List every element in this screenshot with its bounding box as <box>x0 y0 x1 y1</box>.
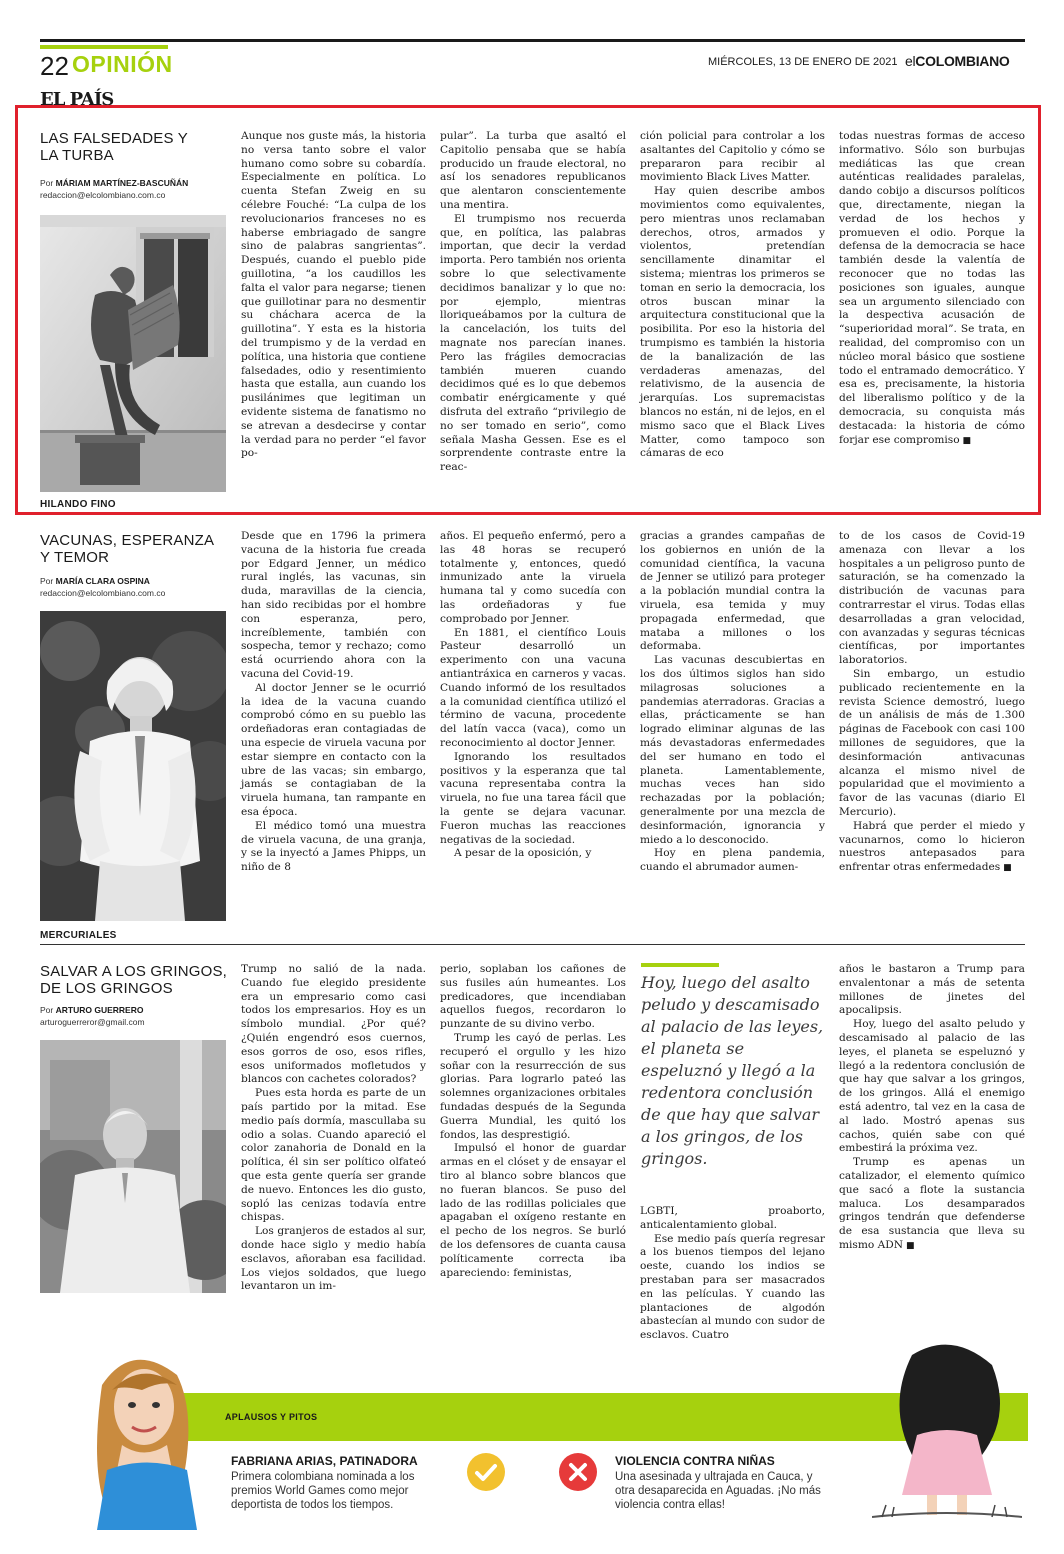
article2-col4 <box>839 530 1025 876</box>
article3-by-prefix: Por <box>40 1005 54 1015</box>
paragraph: Trump no salió de la nada. Cuando fue elegido presidente era un empresario como casi todos los empresarios. Hoy es un símbolo mundial. ¿Por qué? ¿Quién engendró esos cuernos, esos gorros de oso, esos rifles, esos uniformados mofletudos y blancos con cachetes colorados? <box>241 963 426 1086</box>
logo-prefix: el <box>905 53 916 69</box>
article2-column-name: MERCURIALES <box>40 930 117 941</box>
article1-title: LAS FALSEDADES Y LA TURBA <box>40 130 188 164</box>
paragraph: Pues esta horda es parte de un país partido por la mitad. Ese medio país dormía, mascullaba su odio a solas. Cuando apareció el color zanahoria de Donald en la política, él sin ser político olfateó que esta gente quería ser grande de nuevo. Entonces les dio gusto, sopló las cenizas todavía entre chispas. <box>241 1087 426 1224</box>
article1-col4 <box>839 130 1025 448</box>
paragraph: todas nuestras formas de acceso informativo. Sólo son burbujas mediáticas las que crean auténticas realidades paralelas, dando cobijo a discursos políticos que, directamente, niegan la verdad de los hechos y promueven el odio. Porque la defensa de la democracia se hace también desde la valentía de reconocer que no todas las posiciones son iguales, aunque sea un argumento silenciado con la despectiva acusación de “superioridad moral”. Se trata, en realidad, del compromiso con un núcleo moral básico que sostiene todo el entramado democrático. Y esa es, precisamente, la historia del liberalismo político y de la democracia, su conquista más destacada: la historia de cómo forjar ese compromiso ■ <box>839 130 1025 448</box>
paragraph: El trumpismo nos recuerda que, en política, las palabras importan, que decir la verdad importa. Pero también nos orienta sobre lo que selectivamente decidimos banalizar y lo que no: por ejemplo, mientras lloriqueábamos por la cultura de la cancelación, los tuits del magnate nos parecían inanes. Pero las frágiles democracias también mueren cuando decidimos qué es lo que debemos combatir enérgicamente y qué disfruta del extraño “privilegio de no ser tomado en serio”, como señala Masha Gessen. Ese es el sorprendente contraste entre la reac- <box>440 212 626 474</box>
applause-right-heading: VIOLENCIA CONTRA NIÑAS <box>615 1454 775 1468</box>
paragraph: Habrá que perder el miedo y vacunarnos, como lo hicieron nuestros antepasados para enfrentar otras enfermedades ■ <box>839 820 1025 876</box>
crying-girl-graphic <box>872 1335 1022 1525</box>
article2-byline <box>40 576 240 586</box>
author-portrait-graphic <box>40 611 226 921</box>
check-circle-icon <box>466 1452 506 1492</box>
pull-quote: Hoy, luego del asalto peludo y descamisado al palacio de las leyes, el planeta se espeluznó y llegó a la redentora conclusión de que hay que salvar a los gringos, de los gringos. <box>641 973 824 1168</box>
paragraph: Desde que en 1796 la primera vacuna de la historia fue creada por Edgard Jenner, un médico rural inglés, las vacunas, sin duda, maravillas de la ciencia, han sido recibidas por el hombre con esperanza, pero, increíblemente, también con sospecha, temor y rechazo; como está ocurriendo ahora con la vacuna del Covid-19. <box>241 530 426 680</box>
paragraph: años. El pequeño enfermó, pero a las 48 horas se recuperó totalmente y, entonces, quedó inmunizado ante la viruela humana tal y como sucedía con las ordeñadoras y fue comprobado por Jenner. <box>440 530 626 625</box>
applause-label: APLAUSOS Y PITOS <box>225 1412 318 1422</box>
page-number: 22 <box>40 51 69 81</box>
skater-caricature-graphic <box>82 1345 212 1530</box>
paragraph: Las vacunas descubiertas en los dos últimos siglos han sido milagrosas soluciones a pandemias aterradoras. Gracias a ellas, prácticamente se han logrado eliminar algunas de las más devastadoras enfermedades del ser humano en todo el planeta. Lamentablemente, muchas veces han sido rechazadas por la población; generalmente por una mezcla de desinformación, ignorancia y miedo a lo desconocido. <box>640 654 825 846</box>
article1-author: MÁRIAM MARTÍNEZ-BASCUÑÁN <box>55 178 189 188</box>
paragraph: Ignorando los resultados positivos y la esperanza que tal vacuna representaba contra la viruela, no fue una tarea fácil que la gente se dejara vacunar. Fueron muchas las reacciones negativas de la sociedad. <box>440 750 626 846</box>
paragraph: Al doctor Jenner se le ocurrió la idea de la vacuna cuando comprobó cómo en su pueblo las ordeñadoras eran contagiadas de una especie de viruela vacuna por estar siempre en contacto con la ubre de las vacas; sin embargo, jamás se contagiaban de la viruela humana, tan rampante en esa época. <box>241 681 426 818</box>
paragraph: A pesar de la oposición, y <box>454 847 592 860</box>
paragraph: Trump les cayó de perlas. Les recuperó el orgullo y les hizo soñar con la resurrección de sus glorias. Para lograrlo pateó las solemnes organizaciones orbitales fundadas después de la Segunda Guerra Mundial, les quitó los fondos, las desprestigió. <box>440 1031 626 1141</box>
logo-name: COLOMBIANO <box>915 53 1010 69</box>
paragraph: Trump es apenas un catalizador, el elemento químico que sacó a flote la sustancia maluca. Los desamparados gringos tendrán que defenderse de esa sustancia que lleva su mismo ADN ■ <box>839 1156 1025 1254</box>
section-accent-bar <box>40 45 168 49</box>
article1-col1 <box>241 130 426 461</box>
statue-photo-graphic <box>40 215 226 492</box>
paragraph: to de los casos de Covid-19 amenaza con llevar a los hospitales a un peligroso punto de saturación, se ha comenzado la distribución de vacunas para contrarrestar el virus. Todas ellas desarrolladas a gran velocidad, con avanzadas y seguras técnicas científicas, por importantes laboratorios. <box>839 530 1025 667</box>
applause-left-text: Primera colombiana nominada a los premios World Games como mejor deportista de todos los tiempos. <box>231 1471 415 1511</box>
article1-column-name: HILANDO FINO <box>40 499 116 510</box>
paragraph: gracias a grandes campañas de los gobiernos en unión de la comunidad científica, la vacuna de Jenner se utilizó para proteger a la población mundial contra la viruela, esa temida y muy propagada enfermedad, que mataba a millones o los deformaba. <box>640 530 825 653</box>
article1-by-prefix: Por <box>40 178 54 188</box>
article2-author: MARÍA CLARA OSPINA <box>55 576 150 586</box>
paragraph: Aunque nos guste más, la historia no versa tanto sobre el valor humano como sobre su cobardía. Especialmente en política. Lo cuenta Stefan Zweig en su célebre Fouché: “La culpa de los revolucionarios franceses no es haberse embriagado de sangre sino de palabras sangrientas”. Después, cuando el pueblo pide guillotina, “a los caudillos les falta el valor para negarse; tienen que guillotinar para no desmentir su cháchara acerca de la guillotina”. Y esta es la historia del trumpismo y de la verdad en política, una historia que contiene falsedades, odio y resentimiento hasta que estalla, aun cuando los pusilánimes que legitiman un evidente sistema de fanatismo no se atrevan a desdecirse y contar la verdad para no perder “el favor po- <box>241 130 426 460</box>
article2-col3 <box>640 530 825 875</box>
paragraph: Hay quien describe ambos movimientos como equivalentes, pero mientras unos reclamaban derechos, otros, armados y violentos, pretendían sencillamente dinamitar el sistema; mientras los primeros se toman en serio la democracia, los otros buscan minar la arquitectura constitucional que la posibilita. Por eso la historia del trumpismo es también la historia de la banalización de las verdaderas amenazas, del relativismo, de la ausencia de jerarquías. Los supremacistas blancos no están, ni de lejos, en el mismo saco que el Black Lives Matter, como tampoco son cámaras de eco <box>640 185 825 460</box>
paragraph: Ese medio país quería regresar a los buenos tiempos del lejano oeste, cuando los indios se prestaban para ser masacrados en las películas. Y cuando las plantaciones de algodón abastecían al mundo con sudor de esclavos. Cuatro <box>640 1232 825 1342</box>
author-portrait-graphic <box>40 1040 226 1293</box>
article2-by-prefix: Por <box>40 576 54 586</box>
fabriana-illustration <box>82 1345 212 1530</box>
article1-col2 <box>440 130 626 475</box>
article2-title: VACUNAS, ESPERANZA Y TEMOR <box>40 532 214 566</box>
child-illustration <box>872 1335 1022 1525</box>
paragraph: ción policial para controlar a los asaltantes del Capitolio y cómo se prepararon para recibir al movimiento Black Lives Matter. <box>640 130 825 184</box>
article1-col3 <box>640 130 825 461</box>
newspaper-logo <box>905 53 1010 69</box>
article2-col2 <box>440 530 626 861</box>
pull-quote-accent <box>641 963 719 967</box>
article2-email: redaccion@elcolombiano.com.co <box>40 588 166 598</box>
paragraph: El médico tomó una muestra de viruela vacuna, de una granja, y se la inyectó a James Phipps, un niño de 8 <box>241 819 426 874</box>
article2-col1 <box>241 530 426 875</box>
article3-author-photo <box>40 1040 226 1293</box>
paragraph: Impulsó el honor de guardar armas en el clóset y de ensayar el tiro al blanco sobre blancos que no fueran blancos. Se puso del lado de las rodillas policiales que apagaban el oxígeno restante en el pecho de los negros. Se burló de los defensores de cuanta causa políticamente correcta iba apareciendo: feministas, <box>440 1142 626 1279</box>
article1-email: redaccion@elcolombiano.com.co <box>40 190 166 200</box>
article3-col4 <box>839 963 1025 1254</box>
publication-date: MIÉRCOLES, 13 DE ENERO DE 2021 <box>708 56 898 68</box>
applause-left-heading: FABRIANA ARIAS, PATINADORA <box>231 1454 418 1468</box>
article3-col3 <box>640 1205 825 1343</box>
article3-author: ARTURO GUERRERO <box>55 1005 144 1015</box>
article1-byline <box>40 178 240 188</box>
section-divider <box>40 944 1025 945</box>
article1-statue-photo <box>40 215 226 492</box>
paragraph: LGBTI, proaborto, anticalentamiento global. <box>640 1205 825 1231</box>
paragraph: pular”. La turba que asaltó el Capitolio pensaba que se había producido un fraude electoral, no así los senadores republicanos que alentaron conscientemente una mentira. <box>440 130 626 211</box>
section-name: OPINIÓN <box>72 51 173 77</box>
x-circle-icon <box>558 1452 598 1492</box>
paragraph: Hoy en plena pandemia, cuando el abrumador aumen- <box>640 847 825 874</box>
applause-right-text: Una asesinada y ultrajada en Cauca, y otra desaparecida en Aguadas. ¡No más violencia contra ellas! <box>615 1471 821 1511</box>
paragraph: años le bastaron a Trump para envalentonar a más de setenta millones de jinetes del apocalipsis. <box>839 963 1025 1017</box>
paragraph: En 1881, el científico Louis Pasteur desarrolló un experimento con una vacuna antiantráxica en carneros y vacas. Cuando informó de los resultados a la comunidad científica utilizó el término de vacuna, procedente del latín vacca (vaca), como un reconocimiento al doctor Jenner. <box>440 626 626 749</box>
paragraph: perio, soplaban los cañones de sus fusiles aún humeantes. Los predicadores, que incendiaban aquellos fuegos, recordaron lo punzante de su divino verbo. <box>440 963 626 1031</box>
article2-author-photo <box>40 611 226 921</box>
article3-email: arturoguerreror@gmail.com <box>40 1017 145 1027</box>
paragraph: Hoy, luego del asalto peludo y descamisado al palacio de las leyes, el planeta se espeluznó y llegó a la redentora conclusión de que hay que salvar a los gringos, de los gringos. Allá el enemigo está adentro, tal vez en la casa de al lado. Mostró apenas sus cachos, quién sabe con qué embestirá la próxima vez. <box>839 1018 1025 1155</box>
article3-byline <box>40 1005 240 1015</box>
paragraph: Los granjeros de estados al sur, donde hace siglo y medio había esclavos, añoraban esa facilidad. Los viejos soldados, que luego levantaron un im- <box>241 1225 426 1293</box>
paragraph: Sin embargo, un estudio publicado recientemente en la revista Science demostró, luego de un análisis de más de 1.300 páginas de Facebook con casi 100 millones de seguidores, que la desinformación antivacunas alcanza el mismo nivel de popularidad que el movimiento a favor de las vacunas (diario El Mercurio). <box>839 667 1025 818</box>
top-rule <box>40 39 1025 42</box>
article3-col2 <box>440 963 626 1280</box>
source-logo: EL PAÍS <box>40 89 114 110</box>
article3-title: SALVAR A LOS GRINGOS, DE LOS GRINGOS <box>40 963 228 997</box>
article3-col1 <box>241 963 426 1294</box>
